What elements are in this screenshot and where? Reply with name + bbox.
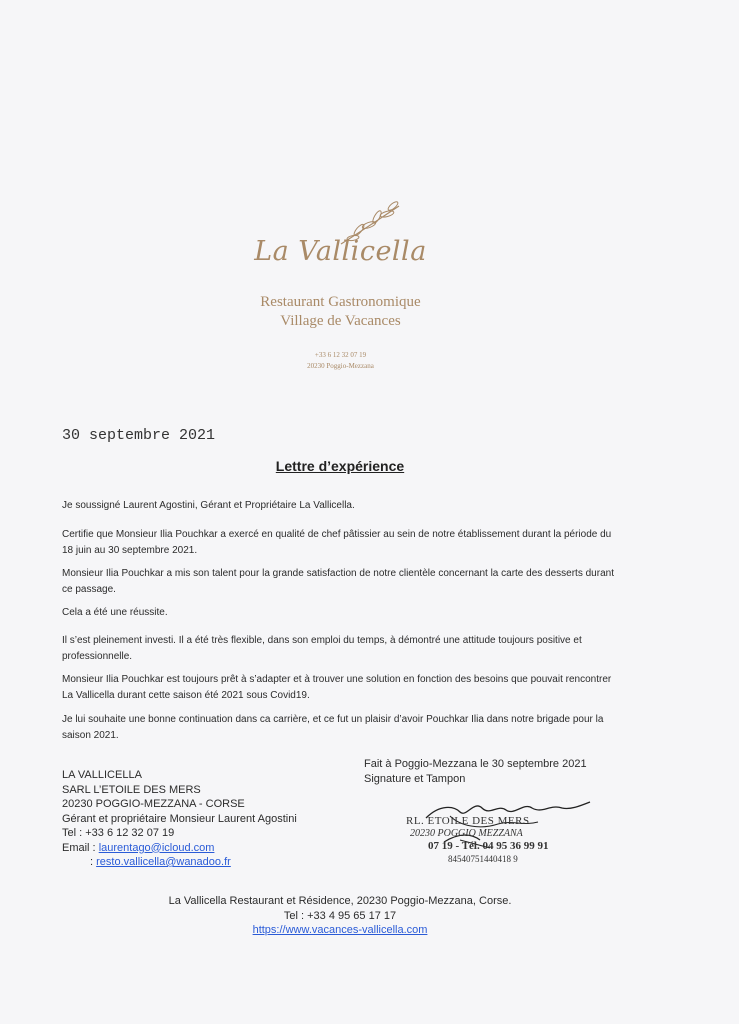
sender-block	[62, 768, 297, 870]
email-link-2[interactable]: resto.vallicella@wanadoo.fr	[96, 856, 231, 868]
body-paragraph: Je lui souhaite une bonne continuation dans ca carrière, et ce fut un plaisir d’avoir Pouchkar Ilia dans notre brigade pour la saison 2021.	[62, 714, 604, 741]
letterhead-phone: +33 6 12 32 07 19	[314, 351, 367, 359]
place-date: Fait à Poggio-Mezzana le 30 septembre 2021	[364, 758, 587, 770]
sender-name: LA VALLICELLA	[62, 769, 142, 781]
letterhead-address: 20230 Poggio-Mezzana	[307, 362, 374, 370]
body-paragraph: Il s’est pleinement investi. Il a été très flexible, dans son emploi du temps, à démontré une attitude toujours positive et professionnelle.	[62, 635, 582, 662]
stamp-line: 07 19 - Tél. 04 95 36 99 91	[428, 840, 549, 852]
footer-tel: Tel : +33 4 95 65 17 17	[283, 910, 397, 922]
brand-name: La Vallicella	[254, 236, 427, 267]
body-paragraph: Certifie que Monsieur Ilia Pouchkar a exercé en qualité de chef pâtissier au sein de notre établissement durant la période du 18 juin au 30 septembre 2021.	[62, 529, 612, 556]
sender-manager: Gérant et propriétaire Monsieur Laurent Agostini	[62, 812, 297, 825]
email-label: Email :	[62, 841, 96, 854]
tagline-restaurant: Restaurant Gastronomique	[260, 294, 421, 310]
stamp-line: 84540751440418 9	[448, 854, 518, 864]
body-paragraph: Je soussigné Laurent Agostini, Gérant et Propriétaire La Vallicella.	[62, 500, 355, 511]
tagline-village: Village de Vacances	[280, 313, 401, 329]
body-paragraph: Monsieur Ilia Pouchkar est toujours prêt à s’adapter et à trouver une solution en fonction des besoins que pouvait rencontrer La Vallicella durant cette saison été 2021 sous Covid19.	[62, 674, 612, 701]
sender-email-row-2	[62, 855, 297, 870]
letter-date: 30 septembre 2021	[62, 427, 216, 444]
stamp-line: RL. ETOILE DES MERS	[406, 815, 530, 827]
company-stamp	[400, 800, 620, 870]
sender-company: SARL L’ETOILE DES MERS	[62, 783, 201, 796]
sender-tel: Tel : +33 6 12 32 07 19	[62, 827, 175, 839]
email-link-1[interactable]: laurentago@icloud.com	[98, 841, 215, 854]
body-paragraph: Cela a été une réussite.	[62, 607, 168, 618]
signature-label: Signature et Tampon	[364, 772, 466, 785]
sender-address: 20230 POGGIO-MEZZANA - CORSE	[62, 798, 245, 810]
letter-title: Lettre d’expérience	[275, 458, 405, 474]
email-colon: :	[90, 856, 94, 868]
sender-email-row	[62, 841, 297, 856]
body-paragraph: Monsieur Ilia Pouchkar a mis son talent pour la grande satisfaction de notre clientèle concernant la carte des desserts durant ce passage.	[62, 568, 614, 595]
footer-link-row	[0, 924, 680, 936]
footer-address: La Vallicella Restaurant et Résidence, 20230 Poggio-Mezzana, Corse.	[168, 895, 512, 907]
website-link[interactable]: https://www.vacances-vallicella.com	[252, 924, 428, 936]
signature-block	[364, 757, 587, 786]
stamp-line: 20230 POGGIO MEZZANA	[410, 828, 523, 839]
